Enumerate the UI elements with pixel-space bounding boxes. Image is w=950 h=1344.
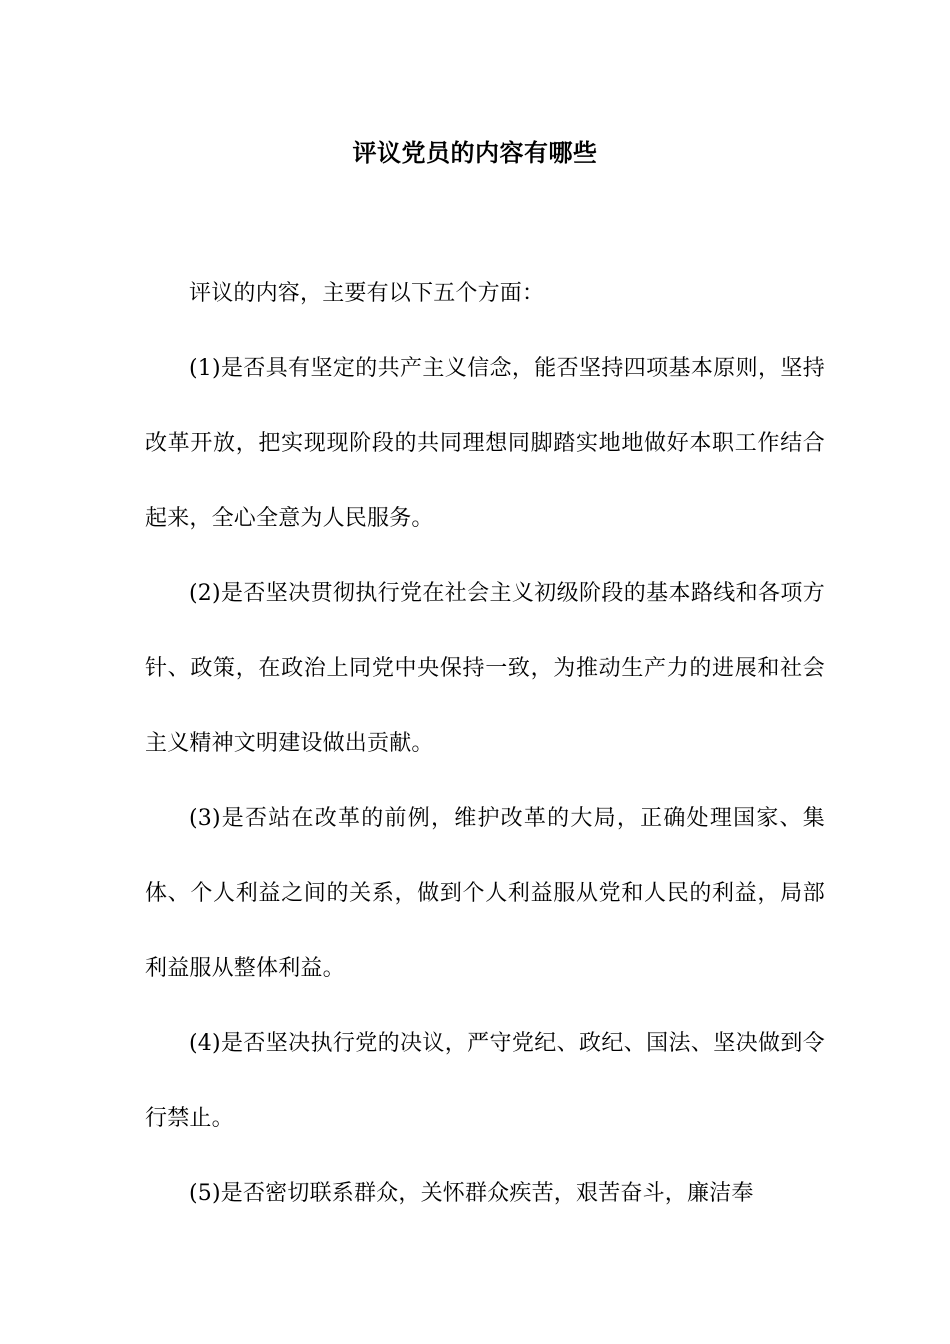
paragraph-item-4: (4)是否坚决执行党的决议，严守党纪、政纪、国法、坚决做到令行禁止。: [145, 1031, 825, 1131]
document-title: 评议党员的内容有哪些: [352, 138, 598, 167]
paragraph-item-5: (5)是否密切联系群众，关怀群众疾苦，艰苦奋斗，廉洁奉: [189, 1181, 754, 1206]
document-body: [145, 256, 825, 1231]
paragraph-intro: 评议的内容，主要有以下五个方面：: [189, 281, 545, 306]
paragraph-item-3: (3)是否站在改革的前例，维护改革的大局，正确处理国家、集体、个人利益之间的关系，做到个人利益服从党和人民的利益，局部利益服从整体利益。: [145, 806, 825, 981]
paragraph-item-1: (1)是否具有坚定的共产主义信念，能否坚持四项基本原则，坚持改革开放，把实现现阶段的共同理想同脚踏实地地做好本职工作结合起来，全心全意为人民服务。: [145, 356, 825, 531]
paragraph-item-2: (2)是否坚决贯彻执行党在社会主义初级阶段的基本路线和各项方针、政策，在政治上同党中央保持一致，为推动生产力的进展和社会主义精神文明建设做出贡献。: [145, 581, 825, 756]
